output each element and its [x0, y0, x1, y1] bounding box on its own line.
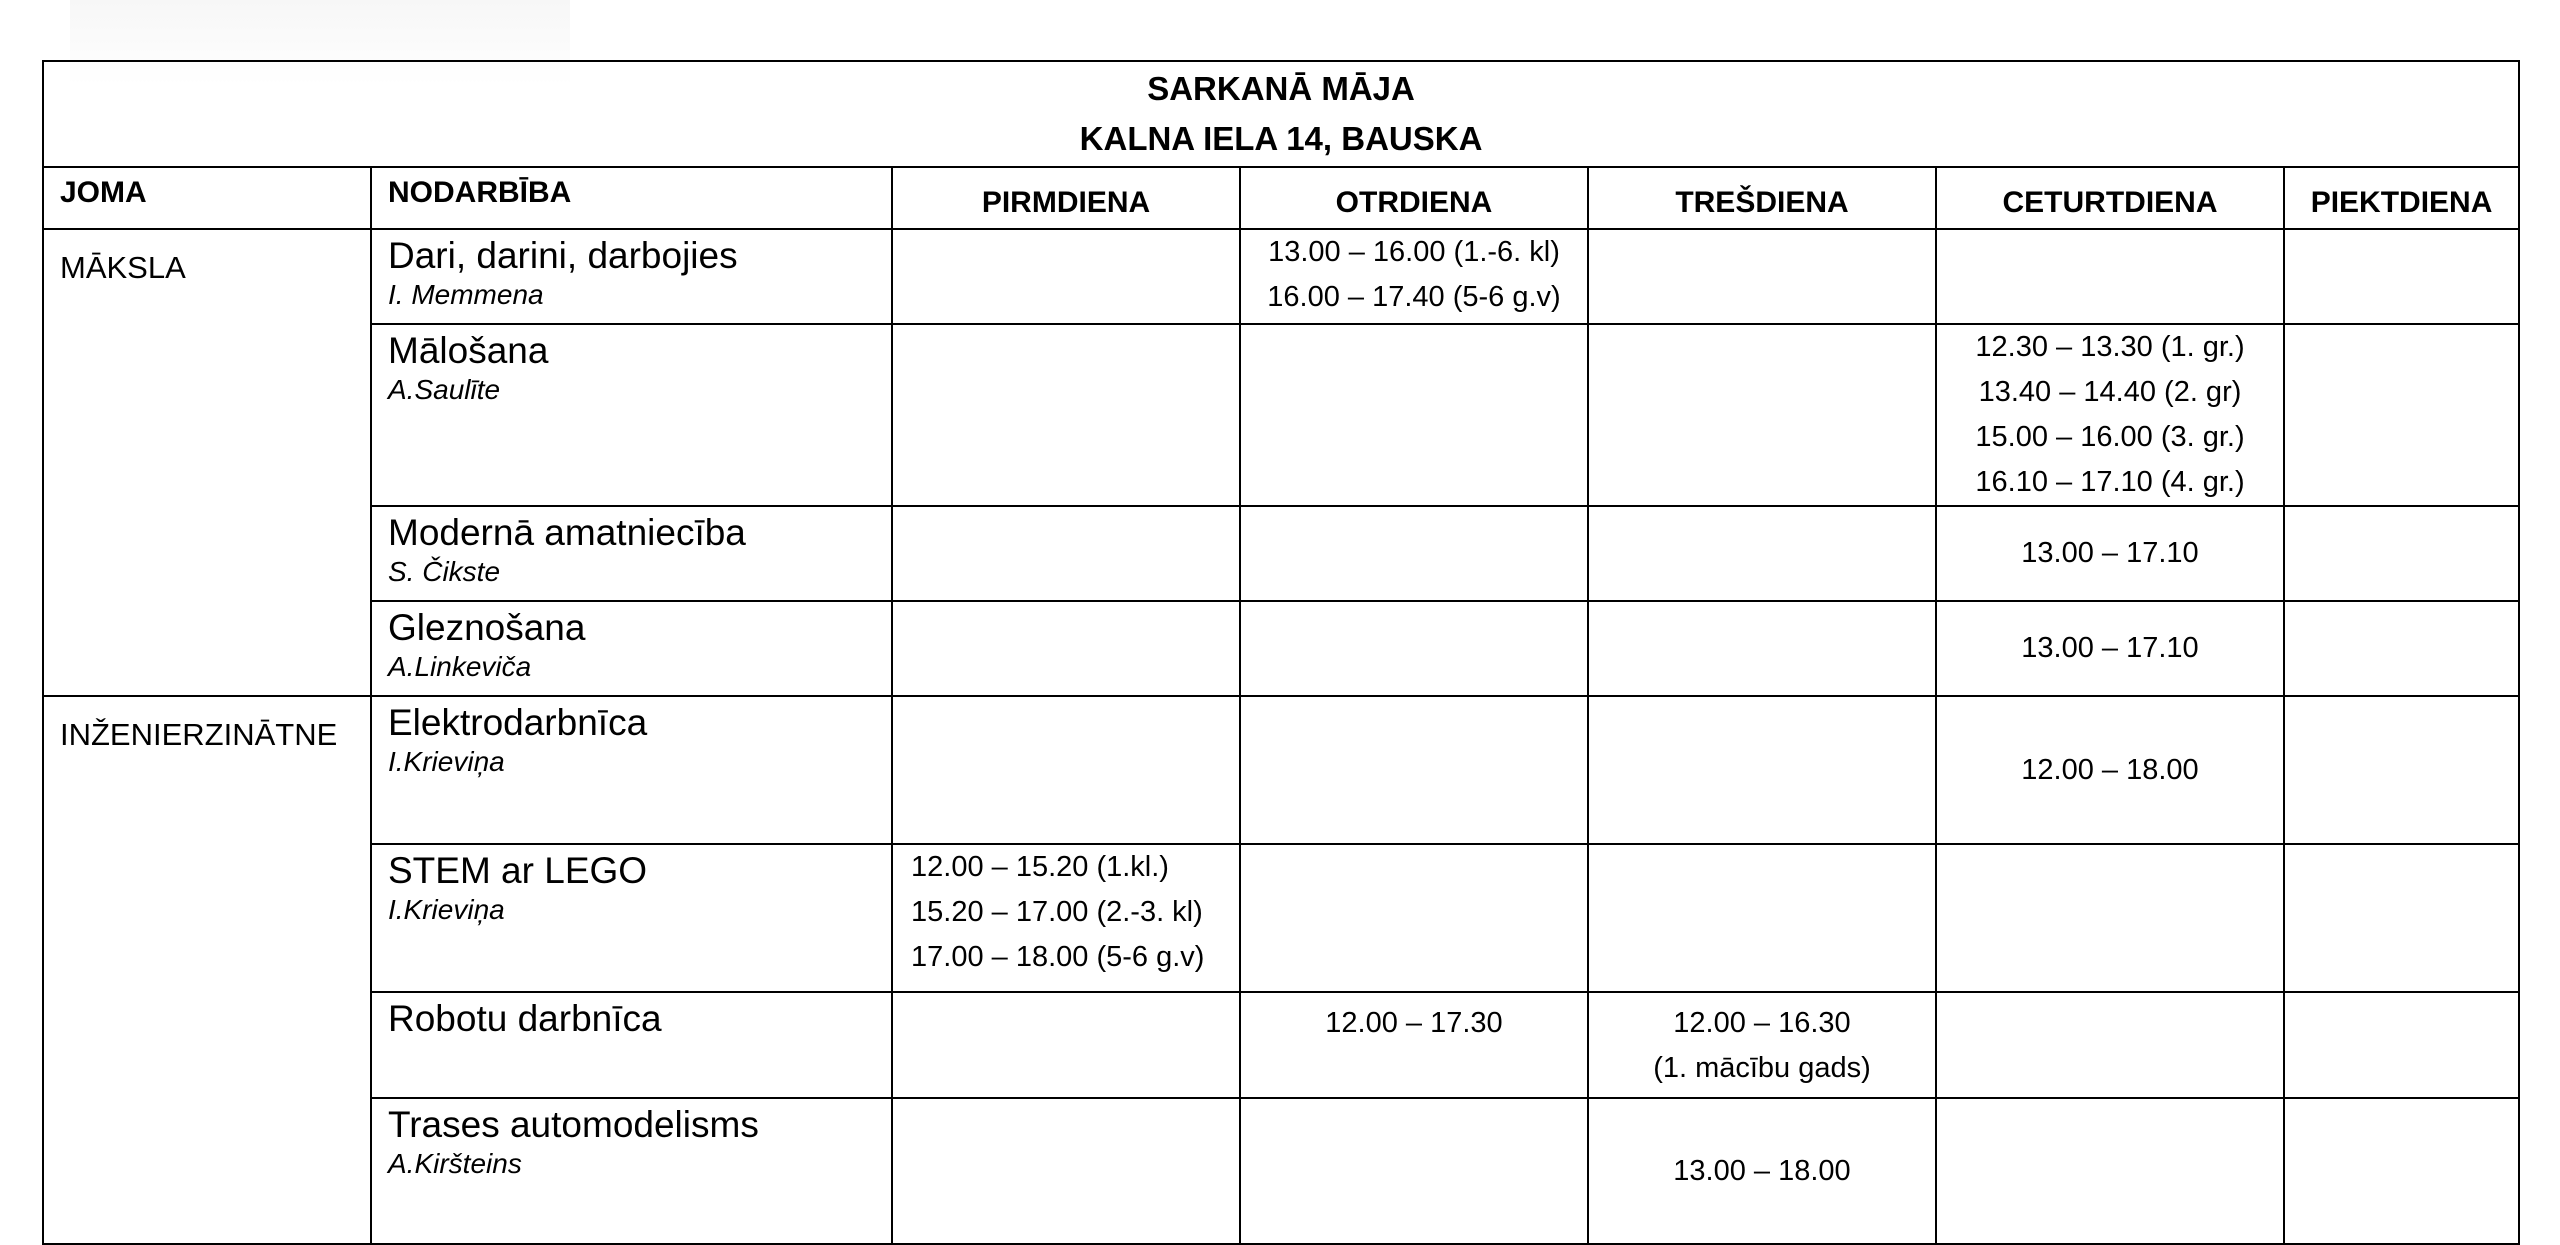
- table-row: [43, 844, 2519, 992]
- slot-friday: [2284, 324, 2519, 506]
- activity-name: STEM ar LEGO: [388, 850, 648, 891]
- slot-thursday: [1936, 229, 2284, 324]
- slot-monday: [892, 229, 1240, 324]
- time-entry: 16.00 – 17.40 (5-6 g.v): [1267, 281, 1561, 313]
- slot-tuesday: [1240, 696, 1588, 844]
- header-row: [43, 167, 2519, 229]
- slot-tuesday: [1240, 601, 1588, 696]
- activity-teacher: S. Čikste: [388, 556, 501, 587]
- activity-cell: [371, 324, 892, 506]
- slot-thursday: [1936, 506, 2284, 601]
- slot-tuesday: [1240, 229, 1588, 324]
- activity-teacher: A.Saulīte: [388, 374, 501, 405]
- slot-monday: [892, 601, 1240, 696]
- slot-friday: [2284, 844, 2519, 992]
- schedule-title: [43, 61, 2519, 167]
- activity-cell: [371, 601, 892, 696]
- title-line-1: SARKANĀ MĀJA: [1147, 70, 1415, 107]
- header-day-friday: PIEKTDIENA: [2284, 167, 2519, 229]
- activity-cell: [371, 844, 892, 992]
- time-entry: 12.00 – 16.30: [1673, 1007, 1851, 1039]
- time-entry: 13.00 – 18.00: [1673, 1154, 1851, 1187]
- slot-friday: [2284, 506, 2519, 601]
- time-entry: 16.10 – 17.10 (4. gr.): [1975, 466, 2245, 498]
- table-row: [43, 696, 2519, 844]
- slot-tuesday: [1240, 992, 1588, 1098]
- activity-teacher: I.Krieviņa: [388, 894, 505, 925]
- activity-name: Dari, darini, darbojies: [388, 235, 738, 276]
- activity-cell: [371, 229, 892, 324]
- activity-cell: [371, 1098, 892, 1244]
- slot-tuesday: [1240, 324, 1588, 506]
- slot-friday: [2284, 992, 2519, 1098]
- time-entry: (1. mācību gads): [1653, 1052, 1871, 1084]
- table-row: [43, 506, 2519, 601]
- slot-monday: [892, 324, 1240, 506]
- time-entry: 15.20 – 17.00 (2.-3. kl): [911, 896, 1203, 928]
- slot-monday: [892, 992, 1240, 1098]
- time-entry: 13.00 – 17.10: [2021, 537, 2199, 569]
- activity-name: Elektrodarbnīca: [388, 702, 648, 743]
- slot-wednesday: [1588, 992, 1936, 1098]
- activity-teacher: I. Memmena: [388, 279, 544, 310]
- slot-wednesday: [1588, 696, 1936, 844]
- slot-friday: [2284, 601, 2519, 696]
- activity-name: Robotu darbnīca: [388, 998, 662, 1039]
- slot-thursday: [1936, 601, 2284, 696]
- time-entry: 12.00 – 18.00: [2021, 753, 2199, 786]
- slot-thursday: [1936, 1098, 2284, 1244]
- activity-cell: [371, 696, 892, 844]
- activity-teacher: A.Kiršteins: [388, 1148, 522, 1179]
- slot-tuesday: [1240, 1098, 1588, 1244]
- activity-cell: [371, 506, 892, 601]
- table-row: [43, 324, 2519, 506]
- header-joma: JOMA: [43, 167, 371, 229]
- slot-wednesday: [1588, 229, 1936, 324]
- slot-wednesday: [1588, 844, 1936, 992]
- header-nodarbiba: NODARBĪBA: [371, 167, 892, 229]
- slot-monday: [892, 696, 1240, 844]
- activity-teacher: A.Linkeviča: [388, 651, 532, 682]
- time-entry: 13.40 – 14.40 (2. gr): [1978, 376, 2242, 408]
- slot-thursday: [1936, 696, 2284, 844]
- activity-name: Gleznošana: [388, 607, 586, 648]
- slot-monday: [892, 506, 1240, 601]
- activity-name: Mālošana: [388, 330, 549, 371]
- slot-thursday: [1936, 324, 2284, 506]
- slot-friday: [2284, 1098, 2519, 1244]
- table-row: [43, 992, 2519, 1098]
- table-row: [43, 229, 2519, 324]
- slot-wednesday: [1588, 324, 1936, 506]
- slot-friday: [2284, 229, 2519, 324]
- activity-cell: [371, 992, 892, 1098]
- time-entry: 13.00 – 17.10: [2021, 632, 2199, 664]
- schedule-table: [42, 60, 2520, 1245]
- table-row: [43, 1098, 2519, 1244]
- time-entry: 12.30 – 13.30 (1. gr.): [1975, 331, 2245, 363]
- activity-name: Trases automodelisms: [388, 1104, 759, 1145]
- title-line-2: KALNA IELA 14, BAUSKA: [1079, 120, 1483, 157]
- joma-cell: MĀKSLA: [43, 229, 371, 696]
- slot-tuesday: [1240, 506, 1588, 601]
- time-entry: 12.00 – 15.20 (1.kl.): [911, 851, 1169, 883]
- slot-thursday: [1936, 992, 2284, 1098]
- time-entry: 12.00 – 17.30: [1325, 1007, 1503, 1039]
- time-entry: 15.00 – 16.00 (3. gr.): [1975, 421, 2245, 453]
- header-day-thursday: CETURTDIENA: [1936, 167, 2284, 229]
- title-row: [43, 61, 2519, 167]
- time-entry: 13.00 – 16.00 (1.-6. kl): [1268, 236, 1560, 268]
- slot-monday: [892, 1098, 1240, 1244]
- header-day-wednesday: TREŠDIENA: [1588, 167, 1936, 229]
- slot-wednesday: [1588, 1098, 1936, 1244]
- slot-wednesday: [1588, 601, 1936, 696]
- slot-wednesday: [1588, 506, 1936, 601]
- slot-thursday: [1936, 844, 2284, 992]
- table-row: [43, 601, 2519, 696]
- joma-cell: INŽENIERZINĀTNE: [43, 696, 371, 1244]
- slot-tuesday: [1240, 844, 1588, 992]
- time-entry: 17.00 – 18.00 (5-6 g.v): [911, 941, 1205, 973]
- slot-monday: [892, 844, 1240, 992]
- header-day-tuesday: OTRDIENA: [1240, 167, 1588, 229]
- slot-friday: [2284, 696, 2519, 844]
- header-day-monday: PIRMDIENA: [892, 167, 1240, 229]
- activity-teacher: I.Krieviņa: [388, 746, 505, 777]
- activity-name: Modernā amatniecība: [388, 512, 746, 553]
